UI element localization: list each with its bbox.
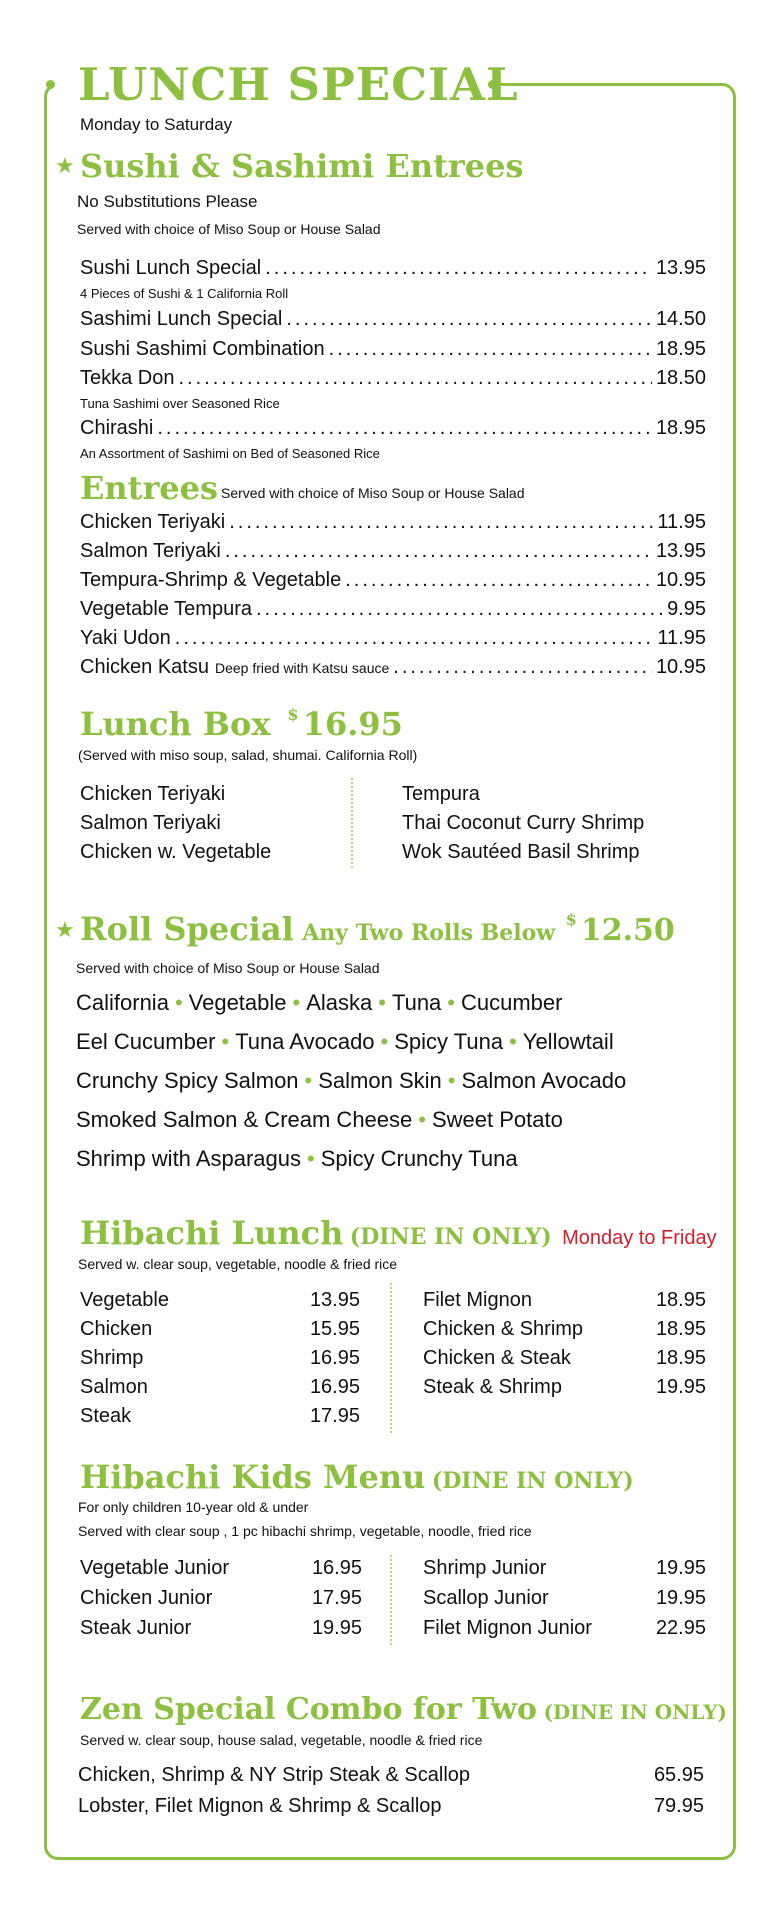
roll-name: Shrimp with Asparagus [76, 1146, 301, 1171]
item-price: 15.95 [309, 1318, 360, 1340]
item-name: Vegetable Tempura [80, 598, 252, 620]
bullet: • [447, 990, 455, 1015]
kids-item [80, 1587, 362, 1610]
roll-special-price: 12.50 [580, 913, 675, 948]
item-name: Steak & Shrimp [423, 1376, 562, 1398]
item-name: Sushi Lunch Special [80, 257, 262, 279]
roll-name: Tuna [391, 990, 442, 1015]
item-name: Filet Mignon Junior [423, 1617, 592, 1639]
lunch-box-item: Thai Coconut Curry Shrimp [402, 812, 645, 834]
roll-name: Crunchy Spicy Salmon [76, 1068, 299, 1093]
lunch-box-note: (Served with miso soup, salad, shumai. California Roll) [78, 747, 418, 763]
bullet: • [378, 990, 386, 1015]
item-price: 13.95 [309, 1289, 360, 1311]
item-price: 16.95 [309, 1347, 360, 1369]
item-price: 18.95 [655, 338, 706, 360]
menu-item [80, 367, 706, 390]
item-price: 79.95 [653, 1795, 704, 1817]
dot-leader [157, 417, 652, 440]
lunch-box-item: Wok Sautéed Basil Shrimp [402, 841, 640, 863]
bullet: • [221, 1029, 230, 1054]
column-divider [390, 1555, 392, 1645]
item-price: 13.95 [655, 540, 706, 562]
item-price: 19.95 [655, 1376, 706, 1398]
item-description: An Assortment of Sashimi on Bed of Seasoned Rice [80, 446, 380, 461]
kids-item [80, 1617, 362, 1640]
hibachi-item [80, 1318, 360, 1341]
item-price: 11.95 [657, 627, 706, 649]
item-price: 65.95 [653, 1764, 704, 1786]
lunch-box-label: Lunch Box [80, 705, 271, 743]
roll-name: Spicy Tuna [394, 1029, 504, 1054]
roll-line [76, 1068, 626, 1094]
hibachi-title: Hibachi Lunch [80, 1214, 344, 1252]
roll-special-title: Roll Special [80, 910, 294, 948]
item-name: Sushi Sashimi Combination [80, 338, 325, 360]
lunch-box-item: Salmon Teriyaki [80, 812, 221, 834]
hibachi-item [423, 1347, 706, 1370]
menu-item [80, 656, 706, 679]
item-description: Tuna Sashimi over Seasoned Rice [80, 396, 280, 411]
item-inline-note: Deep fried with Katsu sauce [214, 660, 390, 676]
kids-title: Hibachi Kids Menu [80, 1458, 426, 1496]
roll-name: Eel Cucumber [76, 1029, 216, 1054]
star-icon: ★ [55, 154, 75, 179]
item-name: Chirashi [80, 417, 154, 439]
zen-item [78, 1795, 704, 1818]
hibachi-item [80, 1376, 360, 1399]
item-name: Sashimi Lunch Special [80, 308, 283, 330]
roll-name: Tuna Avocado [235, 1029, 375, 1054]
kids-note-served: Served with clear soup , 1 pc hibachi shrimp, vegetable, noodle, fried rice [78, 1523, 532, 1539]
lunch-box-price: 16.95 [302, 705, 403, 743]
bullet: • [418, 1107, 426, 1132]
kids-item [423, 1587, 706, 1610]
dot-leader [265, 257, 652, 280]
item-price: 11.95 [657, 511, 706, 533]
roll-line [76, 1146, 518, 1172]
bullet: • [447, 1068, 456, 1093]
item-price: 18.95 [655, 1347, 706, 1369]
item-price: 16.95 [311, 1557, 362, 1579]
item-name: Salmon [80, 1376, 148, 1398]
border-dot-left [46, 80, 55, 89]
item-price: 17.95 [309, 1405, 360, 1427]
sushi-note-substitutions: No Substitutions Please [77, 192, 258, 211]
item-name: Vegetable [80, 1289, 169, 1311]
zen-dine-in: (DINE IN ONLY) [543, 1700, 727, 1724]
hibachi-item [80, 1347, 360, 1370]
roll-name: Vegetable [188, 990, 287, 1015]
menu-item [80, 257, 706, 280]
entrees-note: Served with choice of Miso Soup or House Salad [221, 485, 525, 501]
roll-name: Salmon Avocado [461, 1068, 627, 1093]
hibachi-note: Served w. clear soup, vegetable, noodle & fried rice [78, 1256, 398, 1272]
roll-name: Salmon Skin [318, 1068, 442, 1093]
item-price: 9.95 [667, 598, 706, 620]
menu-item [80, 338, 706, 361]
item-name: Filet Mignon [423, 1289, 532, 1311]
item-name: Yaki Udon [80, 627, 171, 649]
column-divider [351, 778, 353, 868]
roll-line [76, 1029, 614, 1055]
item-price: 18.50 [655, 367, 706, 389]
dot-leader [175, 627, 654, 650]
roll-line [76, 1107, 563, 1133]
menu-item [80, 569, 706, 592]
lunch-box-item: Chicken w. Vegetable [80, 841, 272, 863]
bullet: • [509, 1029, 517, 1054]
dot-leader [229, 511, 653, 534]
item-price: 10.95 [655, 569, 706, 591]
item-price: 22.95 [655, 1617, 706, 1639]
kids-dine-in: (DINE IN ONLY) [431, 1468, 634, 1494]
item-price: 19.95 [655, 1557, 706, 1579]
roll-name: Cucumber [461, 990, 563, 1015]
bullet: • [304, 1068, 313, 1093]
item-price: 18.95 [655, 1289, 706, 1311]
hibachi-item [423, 1289, 706, 1312]
item-name: Shrimp [80, 1347, 144, 1369]
item-name: Vegetable Junior [80, 1557, 230, 1579]
hibachi-item [80, 1405, 360, 1428]
menu-item [80, 417, 706, 440]
item-name: Steak Junior [80, 1617, 192, 1639]
roll-special-header [80, 910, 675, 948]
item-price: 14.50 [655, 308, 706, 330]
zen-note: Served w. clear soup, house salad, vegetable, noodle & fried rice [80, 1732, 483, 1748]
hibachi-days: Monday to Friday [562, 1227, 717, 1249]
lunch-box-title [80, 705, 403, 743]
dot-leader [179, 367, 652, 390]
dot-leader [225, 540, 652, 563]
item-name: Salmon Teriyaki [80, 540, 221, 562]
item-price: 18.95 [655, 1318, 706, 1340]
roll-name: Spicy Crunchy Tuna [320, 1146, 518, 1171]
dot-leader [393, 656, 652, 679]
item-price: 17.95 [311, 1587, 362, 1609]
menu-item [80, 598, 706, 621]
roll-name: Smoked Salmon & Cream Cheese [76, 1107, 413, 1132]
item-price: 18.95 [655, 417, 706, 439]
zen-header [80, 1692, 727, 1727]
lunch-box-item: Chicken Teriyaki [80, 783, 226, 805]
entrees-section-title: Entrees [80, 469, 219, 507]
menu-item [80, 511, 706, 534]
item-name: Steak [80, 1405, 132, 1427]
roll-special-subtitle: Any Two Rolls Below [302, 920, 556, 946]
page-subtitle: Monday to Saturday [80, 115, 233, 134]
zen-title: Zen Special Combo for Two [80, 1692, 538, 1727]
item-name: Lobster, Filet Mignon & Shrimp & Scallop [78, 1795, 442, 1817]
hibachi-header [80, 1214, 717, 1252]
item-name: Chicken Junior [80, 1587, 213, 1609]
kids-note-age: For only children 10-year old & under [78, 1499, 309, 1515]
item-price: 13.95 [655, 257, 706, 279]
sushi-section-title: Sushi & Sashimi Entrees [80, 147, 524, 185]
star-icon: ★ [55, 918, 75, 943]
kids-item [80, 1557, 362, 1580]
item-price: 16.95 [309, 1376, 360, 1398]
menu-item [80, 540, 706, 563]
bullet: • [174, 990, 183, 1015]
item-description: 4 Pieces of Sushi & 1 California Roll [80, 286, 289, 301]
dot-leader [256, 598, 663, 621]
lunch-box-item: Tempura [402, 783, 480, 805]
roll-special-currency: $ [565, 910, 577, 929]
bullet: • [292, 990, 301, 1015]
hibachi-item [423, 1376, 706, 1399]
roll-name: Yellowtail [522, 1029, 614, 1054]
item-name: Tempura-Shrimp & Vegetable [80, 569, 342, 591]
bullet: • [380, 1029, 389, 1054]
lunch-box-currency: $ [287, 705, 299, 724]
column-divider [390, 1283, 392, 1433]
item-name: Tekka Don [80, 367, 175, 389]
hibachi-dine-in: (DINE IN ONLY) [349, 1224, 552, 1250]
item-name: Chicken, Shrimp & NY Strip Steak & Scallop [78, 1764, 471, 1786]
kids-item [423, 1617, 706, 1640]
dot-leader [329, 338, 652, 361]
dot-leader [345, 569, 652, 592]
item-name: Scallop Junior [423, 1587, 549, 1609]
hibachi-item [423, 1318, 706, 1341]
item-name: Chicken Katsu [80, 656, 209, 678]
menu-item [80, 627, 706, 650]
roll-line [76, 990, 562, 1016]
item-name: Shrimp Junior [423, 1557, 547, 1579]
item-name: Chicken & Steak [423, 1347, 571, 1369]
item-name: Chicken [80, 1318, 153, 1340]
item-name: Chicken & Shrimp [423, 1318, 584, 1340]
roll-name: Sweet Potato [431, 1107, 563, 1132]
dot-leader [286, 308, 652, 331]
item-name: Chicken Teriyaki [80, 511, 226, 533]
bullet: • [307, 1146, 315, 1171]
roll-name: Alaska [306, 990, 373, 1015]
menu-item [80, 308, 706, 331]
item-price: 19.95 [655, 1587, 706, 1609]
roll-name: California [76, 990, 169, 1015]
kids-header [80, 1458, 634, 1496]
hibachi-item [80, 1289, 360, 1312]
sushi-note-served: Served with choice of Miso Soup or House Salad [77, 221, 381, 237]
roll-special-note: Served with choice of Miso Soup or House Salad [76, 960, 380, 976]
item-price: 19.95 [311, 1617, 362, 1639]
page-title: LUNCH SPECIAL [78, 58, 519, 111]
zen-item [78, 1764, 704, 1787]
kids-item [423, 1557, 706, 1580]
item-price: 10.95 [655, 656, 706, 678]
